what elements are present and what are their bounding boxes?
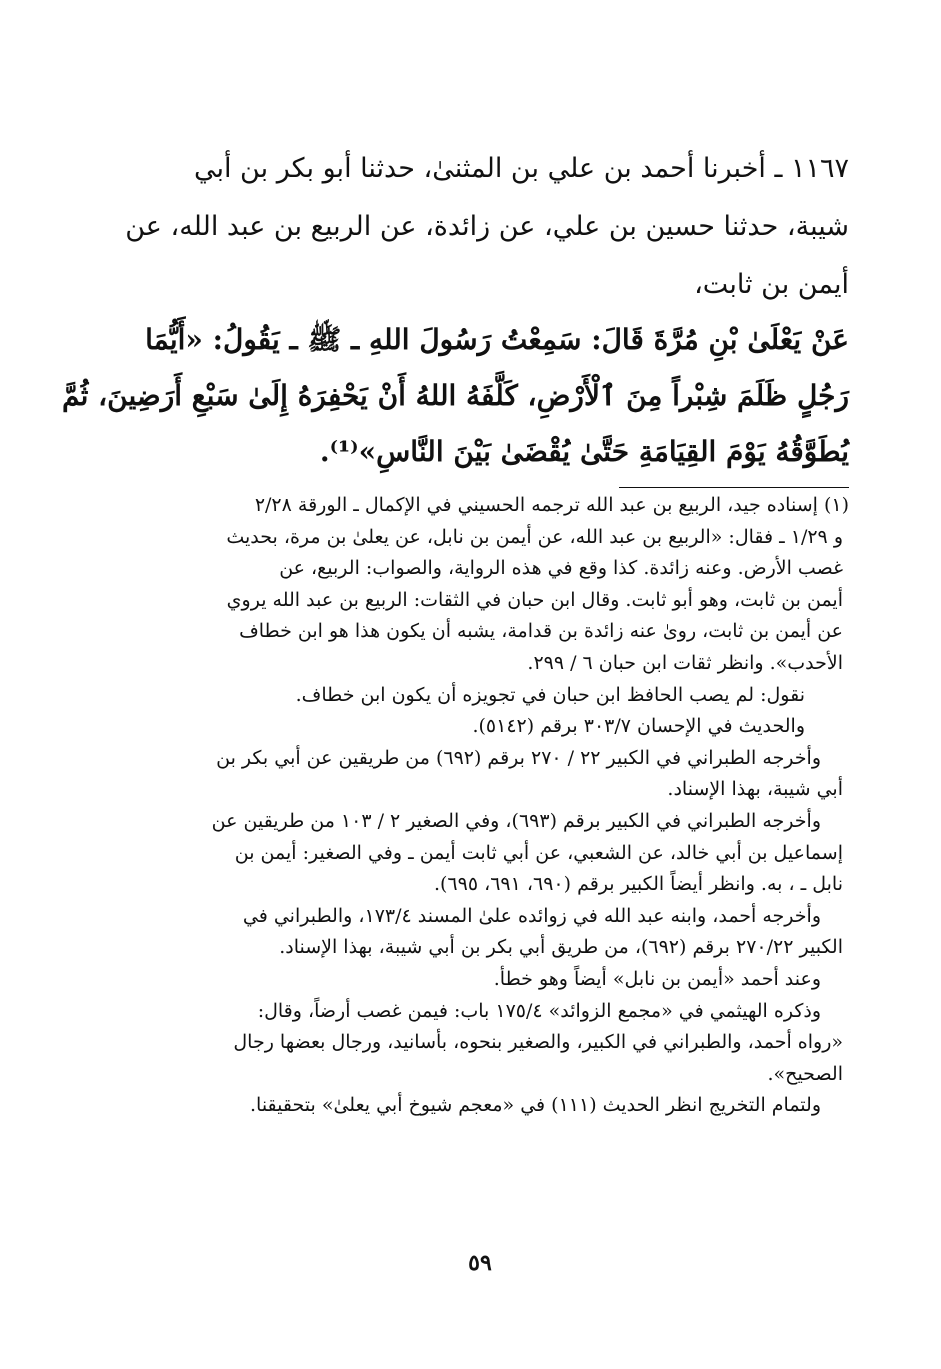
footnote-line: وذكره الهيثمي في «مجمع الزوائد» ١٧٥/٤ باب: فيمن غصب أرضاً، وقال:	[257, 999, 821, 1022]
footnote-separator	[619, 487, 849, 488]
hadith-isnad	[125, 140, 849, 314]
footnote-line: الصحيح».	[767, 1062, 843, 1085]
isnad-line-3: أيمن بن ثابت،	[694, 269, 849, 300]
footnote-line: (١) إسناده جيد، الربيع بن عبد الله ترجمه الحسيني في الإكمال ـ الورقة ٢/٢٨	[254, 494, 849, 516]
footnote-line: غصب الأرض. وعنه زائدة. كذا وقع في هذه الرواية، والصواب: الربيع، عن	[279, 557, 843, 580]
footnote-line: نقول: لم يصب الحافظ ابن حبان في تجويزه أن يكون ابن خطاف.	[295, 683, 805, 706]
footnote-line: وعند أحمد «أيمن بن نابل» أيضاً وهو خطأ.	[493, 967, 821, 990]
footnote-line: الكبير ٢٧٠/٢٢ برقم (٦٩٢)، من طريق أبي بكر بن أبي شيبة، بهذا الإسناد.	[279, 936, 843, 959]
footnote-line: نابل ـ ، به. وانظر أيضاً الكبير برقم (٦٩٠، ٦٩١، ٦٩٥).	[433, 873, 843, 896]
footnote-line: إسماعيل بن أبي خالد، عن الشعبي، عن أبي ثابت أيمن ـ وفي الصغير: أيمن بن	[234, 841, 843, 864]
hadith-matn	[61, 312, 849, 480]
footnote-line: أبي شيبة، بهذا الإسناد.	[667, 778, 843, 801]
footnote-line: والحديث في الإحسان ٣٠٣/٧ برقم (٥١٤٢).	[472, 715, 805, 738]
footnote-line: الأحدب». وانظر ثقات ابن حبان ٦ / ٢٩٩.	[527, 651, 843, 674]
matn-line-2: رَجُلٍ ظَلَمَ شِبْراً مِنَ ٱلْأَرْضِ، كَلَّفَهُ اللهُ أَنْ يَحْفِرَهُ إِلَىٰ سَبْعِ أَرَضِينَ، ثُمَّ	[61, 379, 849, 412]
matn-line-1: عَنْ يَعْلَىٰ بْنِ مُرَّةَ قَالَ: سَمِعْتُ رَسُولَ اللهِ ـ ﷺ ـ يَقُولُ: «أَيُّمَا	[145, 323, 849, 356]
footnote-line: «رواه أحمد، والطبراني في الكبير، والصغير بنحوه، بأسانيد، ورجال بعضها رجال	[233, 1031, 843, 1054]
footnote-line: وأخرجه أحمد، وابنه عبد الله في زوائده علىٰ المسند ١٧٣/٤، والطبراني في	[242, 904, 821, 927]
footnote-line: و ١/٢٩ ـ فقال: «الربيع بن عبد الله، عن أيمن بن نابل، عن يعلىٰ بن مرة، بحديث	[226, 525, 843, 548]
footnote-line: ولتمام التخريج انظر الحديث (١١١) في «معجم شيوخ أبي يعلىٰ» بتحقيقنا.	[249, 1094, 821, 1117]
footnote-line: عن أيمن بن ثابت، رویٰ عنه زائدة بن قدامة، يشبه أن يكون هذا هو ابن خطاف	[239, 620, 843, 643]
footnotes	[129, 490, 849, 1122]
isnad-line-1: ١١٦٧ ـ أخبرنا أحمد بن علي بن المثنىٰ، حدثنا أبو بكر بن أبي	[193, 153, 849, 184]
footnote-line: أيمن بن ثابت، وهو أبو ثابت. وقال ابن حبان في الثقات: الربيع بن عبد الله يروي	[226, 588, 843, 611]
footnote-line: وأخرجه الطبراني في الكبير ٢٢ / ٢٧٠ برقم (٦٩٢) من طريقين عن أبي بكر بن	[216, 746, 821, 769]
page-number: ٥٩	[468, 1250, 492, 1276]
matn-line-3: يُطَوَّقُهُ يَوْمَ القِيَامَةِ حَتَّىٰ يُقْضَىٰ بَيْنَ النَّاسِ»⁽¹⁾.	[319, 435, 849, 468]
footnote-line: وأخرجه الطبراني في الكبير برقم (٦٩٣)، وفي الصغير ٢ / ١٠٣ من طريقين عن	[211, 809, 821, 832]
isnad-line-2: شيبة، حدثنا حسين بن علي، عن زائدة، عن الربيع بن عبد الله، عن	[125, 211, 849, 242]
